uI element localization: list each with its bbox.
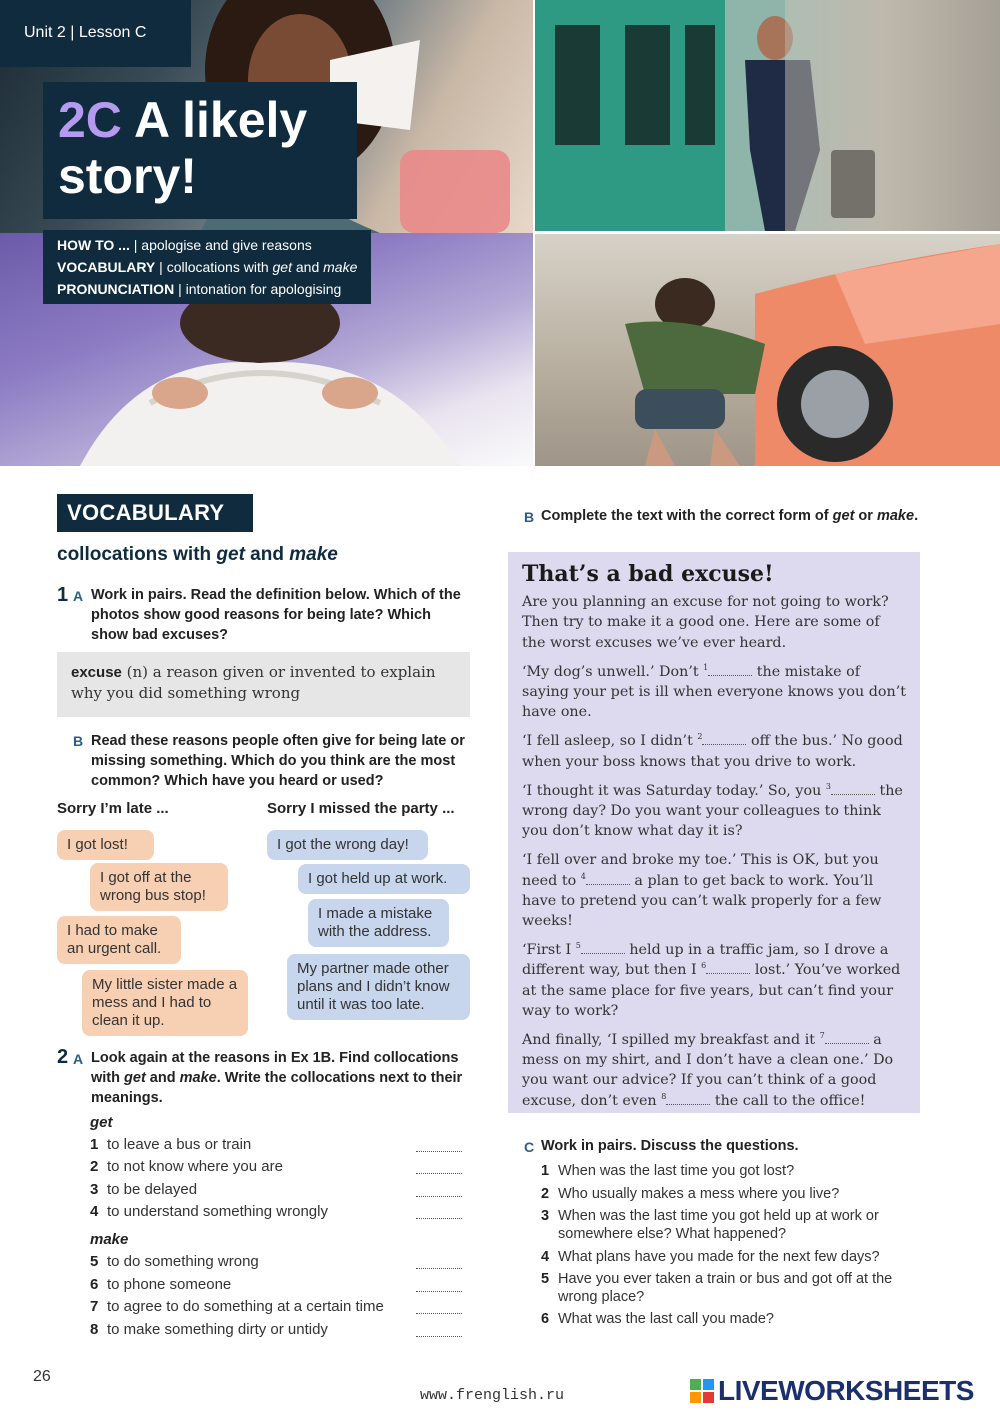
gap-5[interactable] [581,942,625,954]
party-reason-bubble: My partner made other plans and I didn’t know until it was too late. [287,954,470,1020]
definition-word: excuse [71,664,122,681]
article-paragraph: ‘My dog’s unwell.’ Don’t $^1$ the mistake of saying your pet is ill when everyone knows you don’t have one. [522,663,906,721]
meaning-item: 3 to be delayed [90,1181,462,1203]
answer-blank[interactable] [416,1286,462,1292]
exercise-2a-instruction: Look again at the reasons in Ex 1B. Find collocations with get and make. Write the collocations next to their meanings. [91,1050,463,1106]
gap-7[interactable] [825,1032,869,1044]
vocabulary-heading: VOCABULARY [57,494,253,532]
meaning-item: 7 to agree to do something at a certain time [90,1298,462,1320]
make-group-label: make [90,1231,129,1248]
liveworksheets-wordmark: LIVEWORKSHEETS [718,1375,974,1406]
party-reason-bubble: I made a mistake with the address. [308,899,449,947]
discussion-question: 6 What was the last call you made? [541,1311,774,1327]
exercise-2a-letter: A [73,1051,84,1067]
article-paragraph: ‘I thought it was Saturday today.’ So, you $^3$ the wrong day? Do you want your colleagues to think you don’t know what day it is? [522,782,903,840]
answer-blank[interactable] [416,1331,462,1337]
party-reason-bubble: I got the wrong day! [267,830,428,860]
answer-blank[interactable] [416,1168,462,1174]
article-paragraph: ‘First I $^5$ held up in a traffic jam, so I drove a different way, but then I $^6$ lost.’ You’ve worked at the same place for five years, but can’t find your way to work? [522,941,901,1019]
objective-pronunciation: PRONUNCIATION | intonation for apologising [57,281,342,297]
gap-2[interactable] [702,733,746,745]
exercise-c-instruction: Work in pairs. Discuss the questions. [541,1138,799,1154]
discussion-question: 1 When was the last time you got lost? [541,1163,795,1179]
late-reason-bubble: My little sister made a mess and I had to clean it up. [82,970,248,1036]
definition-box [57,652,470,717]
late-reason-bubble: I got lost! [57,830,154,860]
definition-text: (n) a reason given or invented to explain why you did something wrong [71,663,436,702]
meaning-item: 4 to understand something wrongly [90,1203,462,1225]
exercise-b-instruction: Complete the text with the correct form of get or make. [541,508,919,524]
gap-1[interactable] [708,664,752,676]
page-number: 26 [33,1368,51,1385]
article-paragraph: ‘I fell over and broke my toe.’ This is OK, but you need to $^4$ a plan to get back to work. You’ll have to pretend you can’t walk properly for a few weeks! [522,852,882,930]
exercise-b-letter: B [524,509,535,525]
website-url: www.frenglish.ru [420,1387,565,1404]
objective-vocabulary: VOCABULARY | collocations with get and make [57,259,358,275]
party-reasons-heading: Sorry I missed the party ... [267,800,455,817]
meaning-item: 1 to leave a bus or train [90,1136,462,1158]
vocabulary-subheading: collocations with get and make [57,544,338,565]
answer-blank[interactable] [416,1191,462,1197]
gap-4[interactable] [586,873,630,885]
late-reason-bubble: I got off at the wrong bus stop! [90,863,228,911]
discussion-question: 4 What plans have you made for the next few days? [541,1249,880,1265]
article-paragraph: ‘I fell asleep, so I didn’t $^2$ off the bus.’ No good when your boss knows that you drive to work. [522,732,903,770]
get-group-label: get [90,1114,113,1131]
exercise-1a-instruction: Work in pairs. Read the definition below. Which of the photos show good reasons for being late? Which show bad excuses? [91,587,461,643]
lesson-title-line-2: story! [58,148,197,204]
lesson-code: 2C [58,92,122,148]
lesson-title-line-1: 2C A likely [58,92,308,148]
answer-blank[interactable] [416,1146,462,1152]
gap-6[interactable] [706,962,750,974]
hero-photo-collage [0,0,1000,466]
liveworksheets-logo-icon [690,1379,714,1403]
exercise-2-number: 2 [57,1046,69,1068]
meaning-item: 6 to phone someone [90,1276,462,1298]
answer-blank[interactable] [416,1308,462,1314]
exercise-1b-instruction: Read these reasons people often give for being late or missing something. Which do you think are the most common? Which have you heard or used? [91,733,465,789]
article-intro: Are you planning an excuse for not going to work? Then try to make it a good one. Here are some of the worst excuses we’ve ever heard. [522,594,889,651]
exercise-1-number: 1 [57,584,69,606]
discussion-question: 3 When was the last time you got held up at work or somewhere else? What happened? [541,1208,879,1242]
gap-8[interactable] [666,1093,710,1105]
late-reasons-heading: Sorry I’m late ... [57,800,169,817]
discussion-question: 5 Have you ever taken a train or bus and got off at the wrong place? [541,1271,893,1305]
party-reason-bubble: I got held up at work. [298,864,470,894]
unit-lesson-tag: Unit 2 | Lesson C [0,0,191,67]
article-paragraph: And finally, ‘I spilled my breakfast and it $^7$ a mess on my shirt, and I don’t have a clean one.’ Do you want our advice? If you can’t think of a good excuse, don’t even $^8$ the call to the office! [522,1031,894,1109]
answer-blank[interactable] [416,1263,462,1269]
late-reason-bubble: I had to make an urgent call. [57,916,181,964]
photo-man-flat-tyre [535,234,1000,466]
lesson-title-box [43,82,357,219]
meaning-item: 5 to do something wrong [90,1253,462,1275]
discussion-question: 2 Who usually makes a mess where you live? [541,1186,840,1202]
meaning-item: 2 to not know where you are [90,1158,462,1180]
exercise-c-letter: C [524,1139,535,1155]
answer-blank[interactable] [416,1213,462,1219]
exercise-1b-letter: B [73,733,84,749]
exercise-1a-letter: A [73,588,84,604]
excuse-article [508,552,920,1113]
objective-howto: HOW TO ... | apologise and give reasons [57,237,312,253]
meaning-item: 8 to make something dirty or untidy [90,1321,462,1343]
photo-businessman-running [535,0,1000,231]
lesson-objectives [43,230,371,304]
article-title: That’s a bad excuse! [522,561,774,587]
gap-3[interactable] [831,783,875,795]
